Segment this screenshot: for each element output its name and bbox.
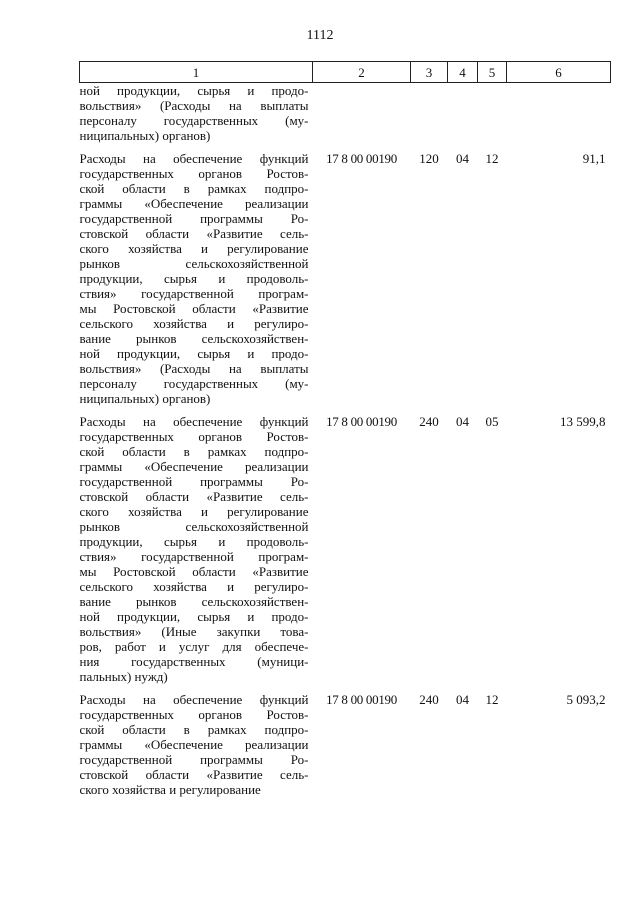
description-line: ной продукции, сырья и продо- — [79, 83, 309, 98]
expense-type-code: 240 — [419, 414, 439, 429]
expense-type-code — [411, 83, 448, 147]
description-line: граммы «Обеспечение реализации — [79, 737, 309, 752]
column-header-6: 6 — [507, 62, 611, 83]
description-line: ской области в рамках подпро- — [79, 722, 309, 737]
subsection-code — [478, 83, 507, 147]
row-description — [80, 687, 313, 800]
target-article-code: 17 8 00 00190 — [326, 414, 397, 429]
description-line: сельского хозяйства и регулиро- — [79, 579, 309, 594]
row-description — [80, 409, 313, 687]
amount-value: 13 599,8 — [560, 414, 606, 429]
subsection-code: 05 — [485, 414, 499, 429]
description-line: государственных органов Ростов- — [79, 707, 309, 722]
description-line: граммы «Обеспечение реализации — [79, 196, 309, 211]
description-line: граммы «Обеспечение реализации — [79, 459, 309, 474]
description-line: государственной программы Ро- — [79, 752, 309, 767]
description-line: продукции, сырья и продоволь- — [79, 534, 309, 549]
description-line: Расходы на обеспечение функций — [79, 414, 309, 429]
page-number: 1112 — [306, 28, 334, 43]
expense-type-code: 240 — [419, 692, 439, 707]
description-line: ствия» государственной програм- — [79, 549, 309, 564]
description-line: ния государственных (муници- — [79, 654, 309, 669]
description-line: пальных) нужд) — [79, 669, 168, 684]
description-line: ной продукции, сырья и продо- — [79, 346, 309, 361]
description-line: ского хозяйства и регулирование — [79, 241, 309, 256]
description-line: ского хозяйства и регулирование — [79, 782, 261, 797]
description-line: ствия» государственной програм- — [79, 286, 309, 301]
budget-table — [79, 61, 611, 800]
table-row — [80, 687, 611, 800]
row-description — [80, 83, 313, 147]
description-line: вольствия» (Расходы на выплаты — [79, 361, 309, 376]
description-line: мы Ростовской области «Развитие — [79, 301, 309, 316]
expense-type-code: 120 — [419, 151, 439, 166]
subsection-code: 12 — [485, 692, 499, 707]
table-row — [80, 146, 611, 409]
subsection-code: 12 — [485, 151, 499, 166]
description-line: государственных органов Ростов- — [79, 429, 309, 444]
table-row — [80, 409, 611, 687]
description-line: Расходы на обеспечение функций — [79, 692, 309, 707]
description-line: вольствия» (Иные закупки това- — [79, 624, 309, 639]
column-header-2: 2 — [313, 62, 411, 83]
description-line: государственных органов Ростов- — [79, 166, 309, 181]
description-line: персоналу государственных (му- — [79, 376, 309, 391]
section-code: 04 — [456, 692, 469, 707]
section-code: 04 — [456, 414, 469, 429]
amount-value: 5 093,2 — [566, 692, 606, 707]
description-line: ниципальных) органов) — [79, 391, 211, 406]
description-line: рынков сельскохозяйственной — [79, 256, 309, 271]
amount-value: 91,1 — [582, 151, 606, 166]
description-line: вание рынков сельскохозяйствен- — [79, 331, 309, 346]
column-header-1: 1 — [80, 62, 313, 83]
description-line: стовской области «Развитие сель- — [79, 489, 309, 504]
description-line: ской области в рамках подпро- — [79, 444, 309, 459]
table-body — [80, 83, 611, 801]
description-line: мы Ростовской области «Развитие — [79, 564, 309, 579]
section-code: 04 — [456, 151, 469, 166]
description-line: вание рынков сельскохозяйствен- — [79, 594, 309, 609]
amount-value — [507, 83, 611, 147]
description-line: государственной программы Ро- — [79, 474, 309, 489]
description-line: продукции, сырья и продоволь- — [79, 271, 309, 286]
target-article-code — [313, 83, 411, 147]
column-header-4: 4 — [448, 62, 478, 83]
description-line: персоналу государственных (му- — [79, 113, 309, 128]
description-line: вольствия» (Расходы на выплаты — [79, 98, 309, 113]
description-line: рынков сельскохозяйственной — [79, 519, 309, 534]
column-header-3: 3 — [411, 62, 448, 83]
target-article-code: 17 8 00 00190 — [326, 151, 397, 166]
table-header — [80, 62, 611, 83]
row-description — [80, 146, 313, 409]
description-line: ской области в рамках подпро- — [79, 181, 309, 196]
description-line: ной продукции, сырья и продо- — [79, 609, 309, 624]
section-code — [448, 83, 478, 147]
target-article-code: 17 8 00 00190 — [326, 692, 397, 707]
description-line: государственной программы Ро- — [79, 211, 309, 226]
description-line: Расходы на обеспечение функций — [79, 151, 309, 166]
description-line: ров, работ и услуг для обеспече- — [79, 639, 309, 654]
description-line: ского хозяйства и регулирование — [79, 504, 309, 519]
description-line: сельского хозяйства и регулиро- — [79, 316, 309, 331]
table-row — [80, 83, 611, 147]
description-line: ниципальных) органов) — [79, 128, 211, 143]
column-header-5: 5 — [478, 62, 507, 83]
description-line: стовской области «Развитие сель- — [79, 767, 309, 782]
description-line: стовской области «Развитие сель- — [79, 226, 309, 241]
